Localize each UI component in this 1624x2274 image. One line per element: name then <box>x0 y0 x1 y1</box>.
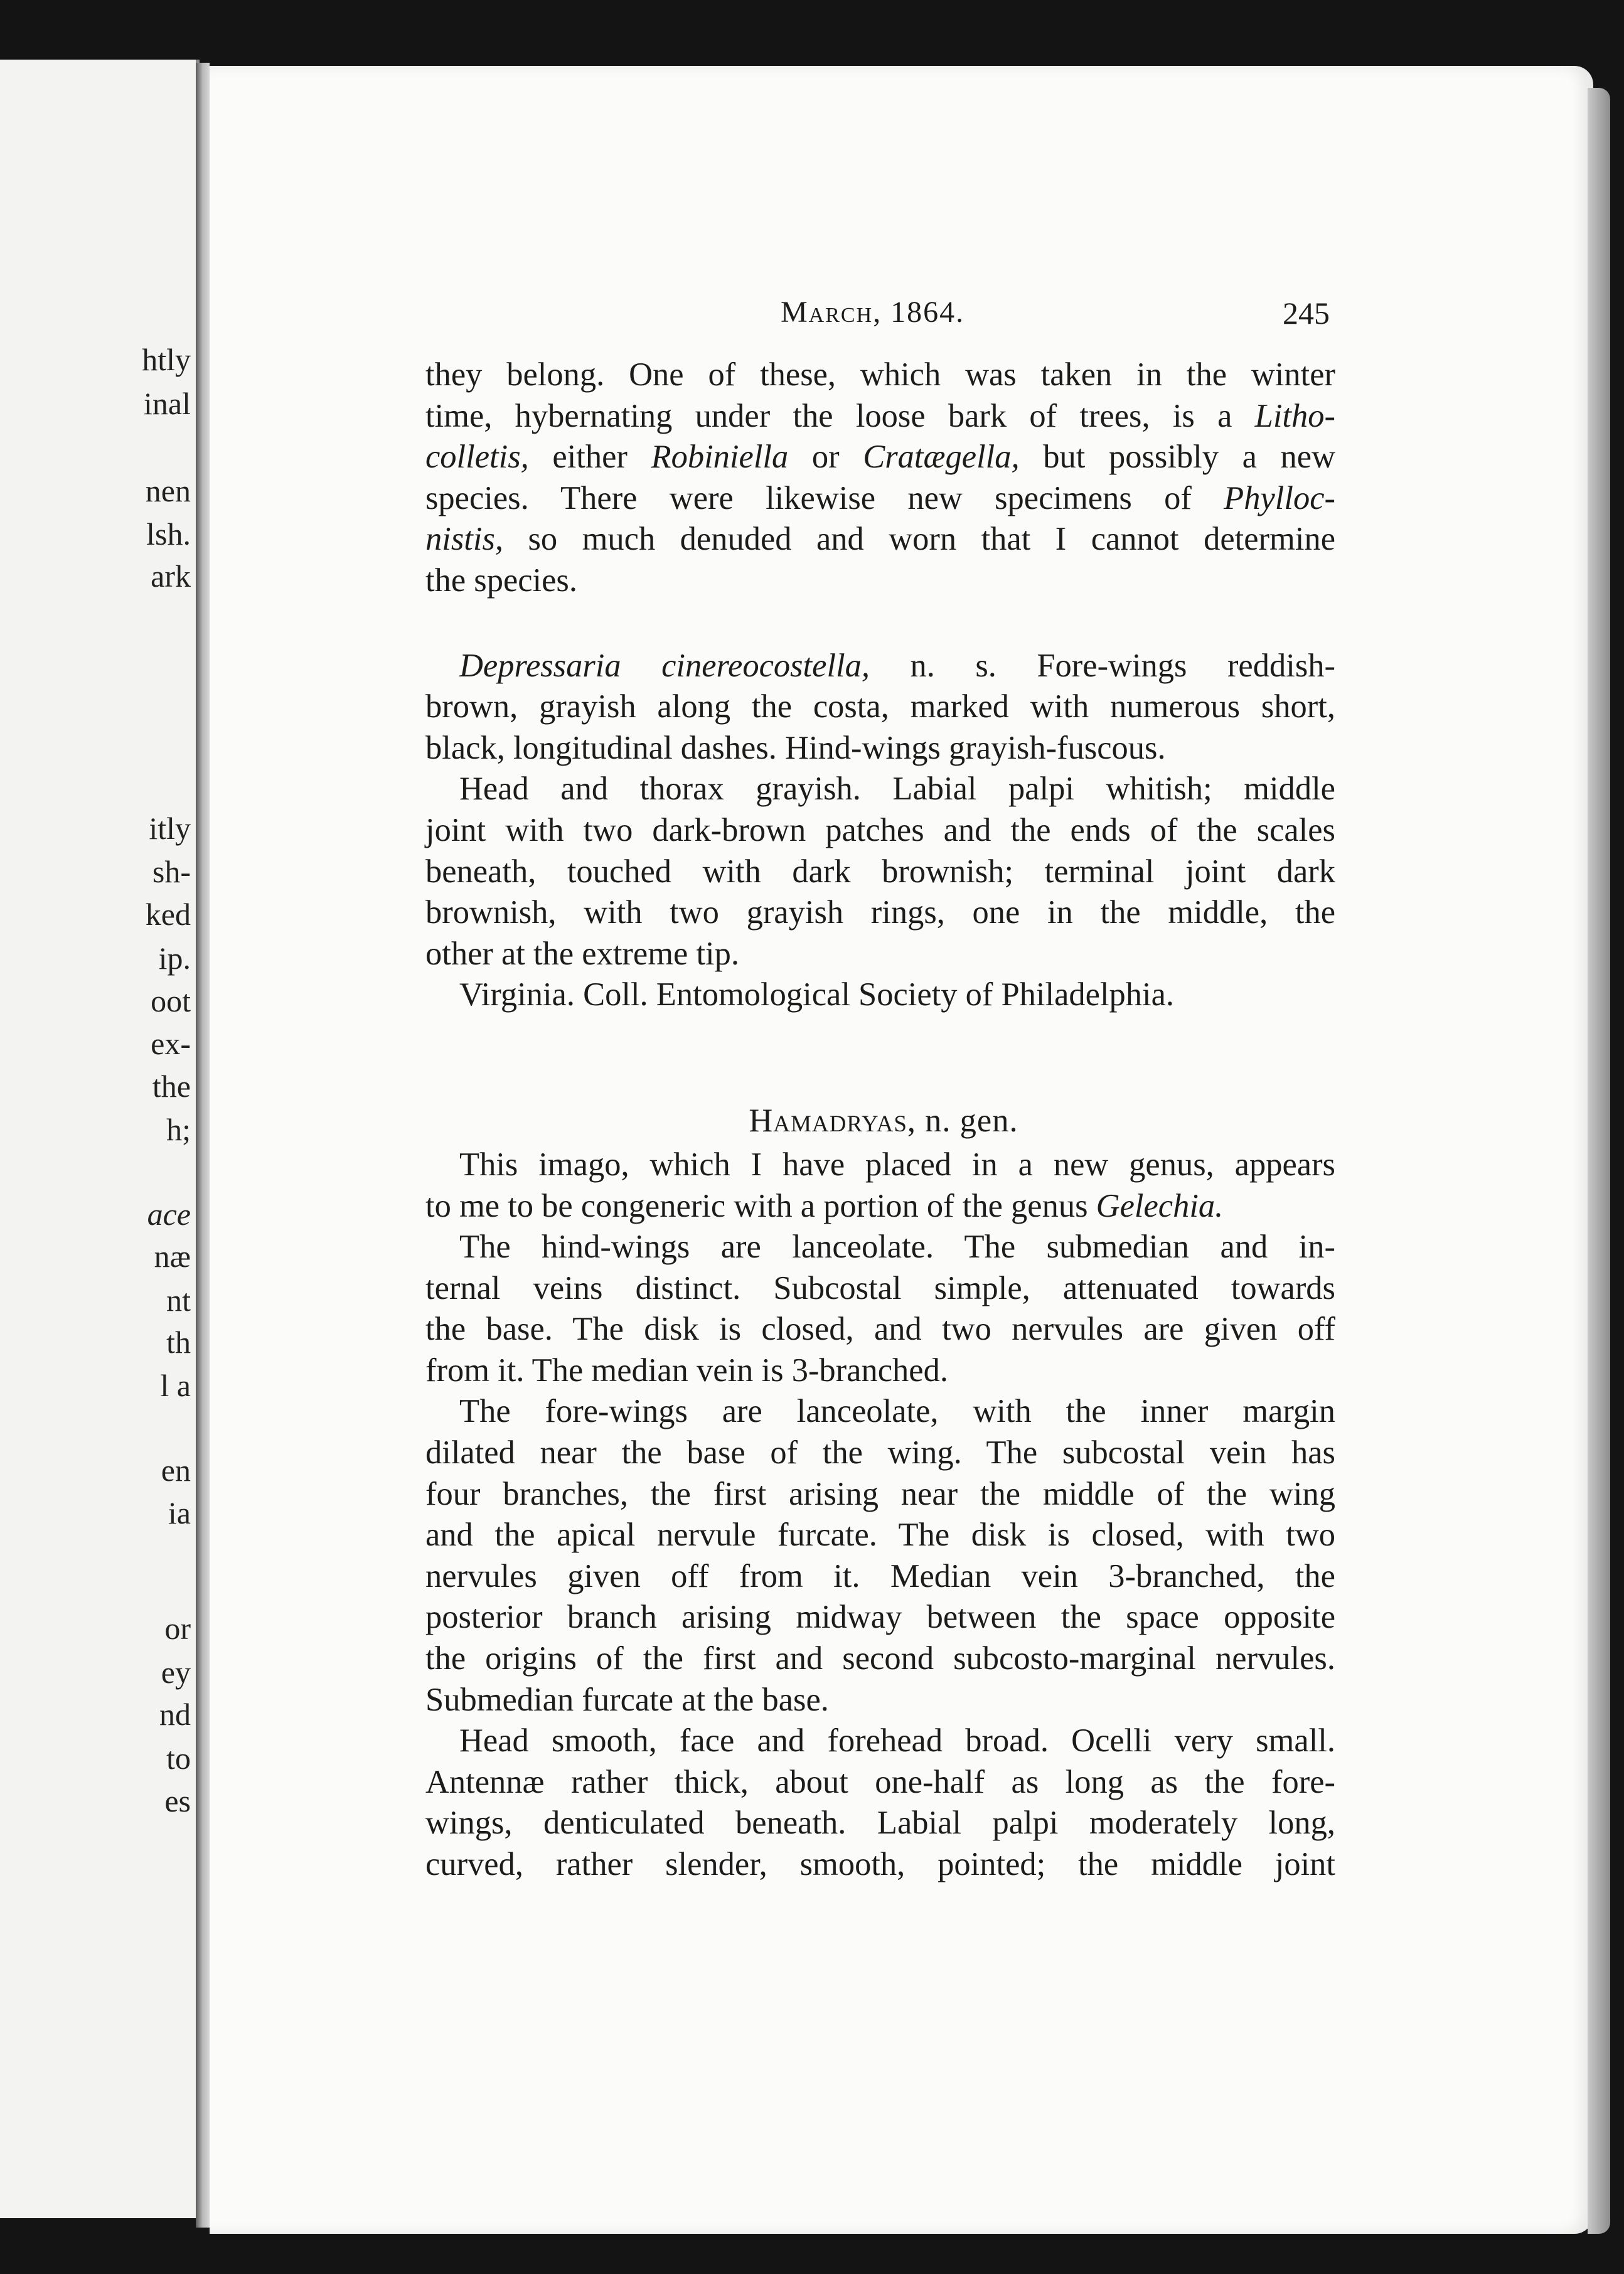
text-run: other at the extreme tip. <box>425 935 740 972</box>
facing-page-fragment: nd <box>159 1697 191 1732</box>
facing-page-fragment: or <box>164 1611 191 1646</box>
genus-heading <box>425 1101 1335 1145</box>
page-header <box>210 295 1593 339</box>
text-run: time, hybernating under the loose bark of trees, is a <box>425 397 1255 434</box>
paragraph-fore-wings <box>425 1391 1335 1721</box>
text-run: brown, grayish along the costa, marked with numerous short, <box>425 688 1335 725</box>
text-line <box>425 1268 1335 1310</box>
text-line <box>425 851 1335 893</box>
text-run: wings, denticulated beneath. Labial palpi moderately long, <box>425 1805 1335 1842</box>
text-run: to me to be congeneric with a portion of the genus <box>425 1187 1096 1224</box>
text-line <box>425 974 1335 1016</box>
italic-text-run: Gelechia. <box>1096 1187 1224 1224</box>
facing-page-fragment: the <box>152 1069 191 1104</box>
text-run: ternal veins distinct. Subcostal simple, attenuated towards <box>425 1269 1335 1306</box>
text-run: or <box>788 439 863 476</box>
page-number: 245 <box>1283 296 1330 331</box>
text-line <box>425 1474 1335 1515</box>
facing-page-fragment: inal <box>144 386 191 421</box>
italic-text-run: Phylloc- <box>1224 479 1335 516</box>
text-line <box>425 396 1335 437</box>
facing-page-fragment: ia <box>168 1495 191 1530</box>
text-line <box>425 355 1335 396</box>
text-run: Virginia. Coll. Entomological Society of Philadelphia. <box>459 976 1175 1013</box>
paragraph-depressaria-description <box>425 646 1335 769</box>
section-gap <box>425 1016 1335 1101</box>
facing-page-left <box>0 60 200 2218</box>
text-run: Head and thorax grayish. Labial palpi whitish; middle <box>459 771 1335 808</box>
text-line <box>425 1638 1335 1680</box>
text-line <box>425 1391 1335 1433</box>
paragraph-hibernating-species <box>425 355 1335 602</box>
text-line <box>425 560 1335 602</box>
facing-page-fragment: næ <box>154 1239 191 1274</box>
text-line <box>425 1721 1335 1762</box>
text-run: species. There were likewise new specimens of <box>425 479 1224 516</box>
text-line <box>425 1803 1335 1844</box>
text-run: This imago, which I have placed in a new genus, appears <box>459 1146 1335 1183</box>
text-run: and the apical nervule furcate. The disk is closed, with two <box>425 1517 1335 1554</box>
facing-page-fragment: htly <box>142 342 191 377</box>
text-run: but possibly a new <box>1019 439 1336 476</box>
facing-page-fragment: ace <box>147 1197 191 1232</box>
text-run: brownish, with two grayish rings, one in the middle, the <box>425 894 1335 931</box>
text-run: dilated near the base of the wing. The subcostal vein has <box>425 1434 1335 1471</box>
facing-page-fragment: itly <box>149 811 191 846</box>
text-line <box>425 934 1335 975</box>
text-line <box>425 1145 1335 1186</box>
text-run: joint with two dark-brown patches and the ends of the scales <box>425 811 1335 848</box>
text-run: from it. The median vein is 3-branched. <box>425 1352 948 1389</box>
text-run: black, longitudinal dashes. Hind-wings grayish-fuscous. <box>425 729 1166 766</box>
italic-text-run: Depressaria cinereocostella, <box>459 647 870 684</box>
facing-page-fragment: sh- <box>152 854 191 889</box>
text-line <box>425 519 1335 560</box>
text-run: the origins of the first and second subcosto-marginal nervules. <box>425 1640 1335 1677</box>
page-edge <box>1588 88 1610 2234</box>
text-line <box>425 1309 1335 1350</box>
text-line <box>425 437 1335 478</box>
genus-name: Hamadryas, <box>749 1102 917 1139</box>
facing-page-fragment: es <box>164 1783 191 1818</box>
facing-page-fragment: nen <box>145 473 191 508</box>
text-run: The fore-wings are lanceolate, with the inner margin <box>459 1393 1335 1430</box>
text-line <box>425 1350 1335 1392</box>
text-line <box>425 646 1335 687</box>
text-line <box>425 1186 1335 1227</box>
text-line <box>425 728 1335 769</box>
facing-page-fragment: nt <box>166 1283 191 1318</box>
facing-page-fragment: lsh. <box>146 516 191 552</box>
text-run: beneath, touched with dark brownish; terminal joint dark <box>425 853 1335 890</box>
italic-text-run: Litho- <box>1254 397 1335 434</box>
text-run: the base. The disk is closed, and two nervules are given off <box>425 1311 1335 1348</box>
text-line <box>425 1433 1335 1474</box>
paragraph-gap <box>425 602 1335 646</box>
genus-suffix: n. gen. <box>916 1102 1018 1139</box>
text-line <box>425 1844 1335 1886</box>
facing-page-fragment: to <box>166 1741 191 1776</box>
text-line <box>425 1680 1335 1721</box>
page-body <box>425 355 1335 1886</box>
italic-text-run: Robiniella <box>651 439 789 476</box>
text-run: the species. <box>425 562 577 599</box>
paragraph-head-antennae <box>425 1721 1335 1885</box>
book-gutter <box>196 63 210 2228</box>
text-line <box>425 1515 1335 1556</box>
text-run: they belong. One of these, which was taken in the winter <box>425 356 1335 393</box>
text-run: so much denuded and worn that I cannot determine <box>503 521 1335 558</box>
text-line <box>425 1762 1335 1803</box>
text-run: posterior branch arising midway between the space opposite <box>425 1599 1335 1636</box>
text-run: either <box>528 439 651 476</box>
text-line <box>425 892 1335 934</box>
paragraph-hind-wings <box>425 1227 1335 1391</box>
text-run: four branches, the first arising near the middle of the wing <box>425 1475 1335 1512</box>
facing-page-fragment: th <box>166 1325 191 1360</box>
text-line <box>425 478 1335 520</box>
paragraph-locality <box>425 974 1335 1016</box>
facing-page-fragment: oot <box>151 983 191 1018</box>
text-run: The hind-wings are lanceolate. The submedian and in- <box>459 1229 1335 1266</box>
facing-page-fragment: ex- <box>151 1026 191 1061</box>
text-run: curved, rather slender, smooth, pointed; the middle joint <box>425 1846 1335 1882</box>
text-run: Antennæ rather thick, about one-half as long as the fore- <box>425 1763 1335 1800</box>
text-line <box>425 810 1335 851</box>
text-line <box>425 1597 1335 1638</box>
text-run: n. s. Fore-wings reddish- <box>870 647 1335 684</box>
italic-text-run: Cratægella, <box>863 439 1020 476</box>
text-run: Head smooth, face and forehead broad. Ocelli very small. <box>459 1722 1335 1759</box>
facing-page-fragment: en <box>161 1453 191 1488</box>
paragraph-imago <box>425 1145 1335 1227</box>
italic-text-run: colletis, <box>425 439 529 476</box>
facing-page-fragment: ey <box>161 1655 191 1690</box>
text-run: Submedian furcate at the base. <box>425 1681 829 1718</box>
facing-page-fragment: ark <box>151 558 191 594</box>
running-head: March, 1864. <box>781 296 965 329</box>
text-line <box>425 1227 1335 1268</box>
facing-page-fragment: l a <box>160 1368 191 1403</box>
text-line <box>425 769 1335 810</box>
facing-page-fragment: h; <box>166 1112 191 1147</box>
italic-text-run: nistis, <box>425 521 503 558</box>
facing-page-fragment: ked <box>145 897 191 932</box>
text-line <box>425 686 1335 728</box>
paragraph-head-thorax <box>425 769 1335 974</box>
text-run: nervules given off from it. Median vein 3-branched, the <box>425 1557 1335 1594</box>
facing-page-fragment: ip. <box>158 941 191 976</box>
text-line <box>425 1556 1335 1598</box>
